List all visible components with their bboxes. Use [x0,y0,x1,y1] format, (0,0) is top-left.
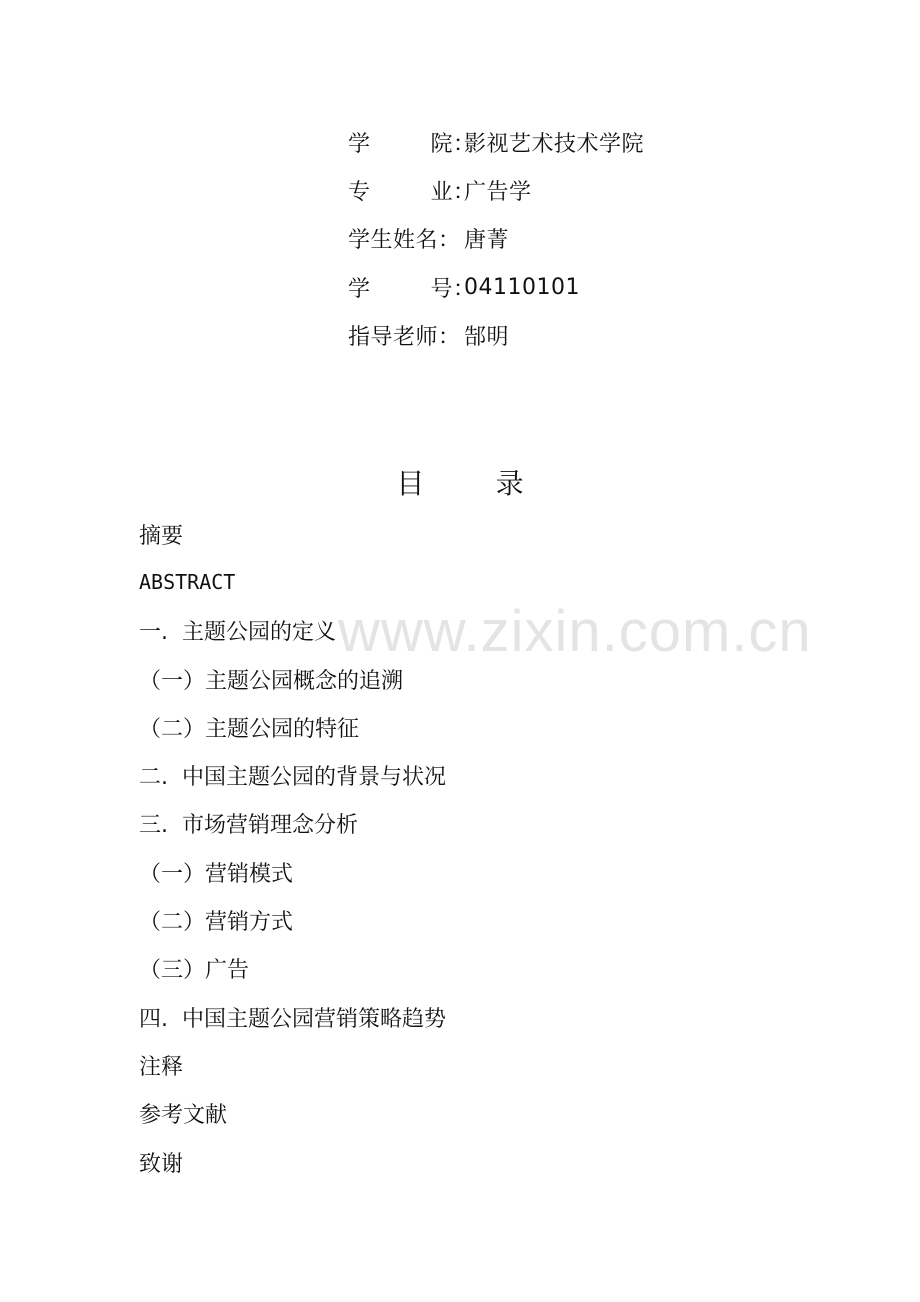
toc-title: 目 录 [396,467,524,500]
toc-item-section-4[interactable]: 四. 中国主题公园营销策略趋势 [139,1006,446,1032]
toc-item-section-3-2[interactable]: （二）营销方式 [139,910,294,936]
toc-item-section-3-1[interactable]: （一）营销模式 [139,861,294,887]
student-id-value: 04110101 [464,274,580,300]
college-label: 学 院： [348,131,476,157]
college-value: 影视艺术技术学院 [464,131,645,157]
toc-item-section-1-2[interactable]: （二）主题公园的特征 [139,716,360,742]
toc-item-section-1[interactable]: 一. 主题公园的定义 [139,620,336,646]
info-row-college [348,118,644,166]
info-row-advisor [348,311,644,359]
toc-item-section-3-3[interactable]: （三）广告 [139,958,250,984]
major-label: 专 业： [348,179,476,205]
watermark: www.zixin.com.cn [338,599,812,664]
toc-item-section-3[interactable]: 三. 市场营销理念分析 [139,813,358,839]
table-of-contents [139,510,446,1186]
info-row-major [348,166,644,214]
student-name-value: 唐菁 [464,228,510,254]
toc-item-acknowledgements[interactable]: 致谢 [139,1151,184,1177]
advisor-label: 指导老师： [348,324,461,350]
toc-item-notes[interactable]: 注释 [139,1054,184,1080]
student-info [348,118,644,359]
advisor-value: 郜明 [464,324,510,350]
toc-item-abstract-en[interactable]: ABSTRACT [139,570,236,595]
info-row-name [348,215,644,263]
major-value: 广告学 [464,179,532,205]
toc-item-abstract-cn[interactable]: 摘要 [139,523,184,549]
toc-item-references[interactable]: 参考文献 [139,1103,228,1129]
info-row-id [348,263,644,311]
student-name-label: 学生姓名： [348,228,461,254]
student-id-label: 学 号： [348,276,476,302]
toc-item-section-1-1[interactable]: （一）主题公园概念的追溯 [139,668,404,694]
toc-item-section-2[interactable]: 二. 中国主题公园的背景与状况 [139,765,446,791]
